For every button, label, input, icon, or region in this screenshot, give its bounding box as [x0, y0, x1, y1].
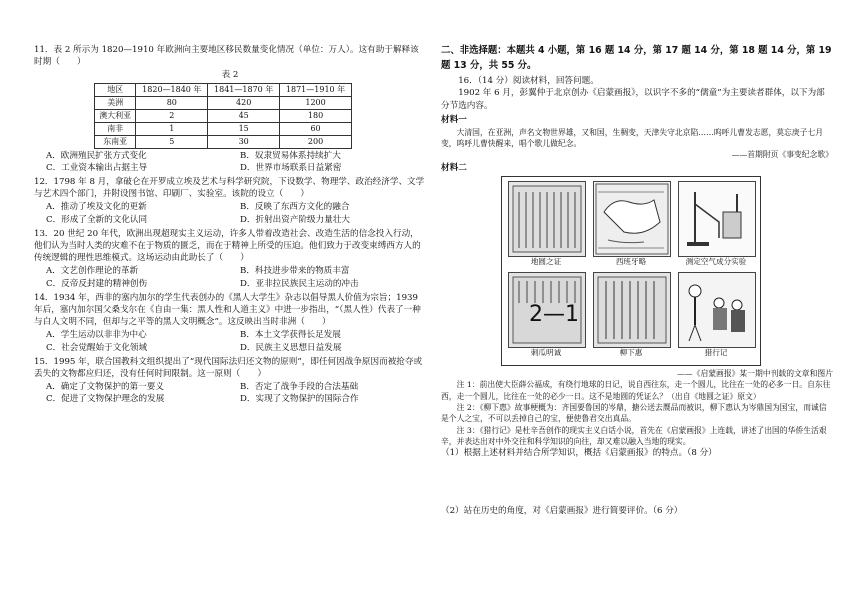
image-label: 柳下惠 [619, 348, 643, 358]
question-16-part-1: （1）根据上述材料并结合所学知识，概括《启蒙画报》的特点。（8 分） [441, 448, 717, 459]
table-cell: 45 [208, 109, 280, 122]
table-header: 1820—1840 年 [136, 83, 208, 96]
option-d: D．亚非拉民族民主运动的冲击 [240, 278, 359, 289]
table-cell: 2 [136, 109, 208, 122]
table-header: 1841—1870 年 [208, 83, 280, 96]
table-header: 地区 [95, 83, 136, 96]
table-cell: 60 [280, 122, 352, 135]
left-column [34, 44, 426, 408]
question-12-options [46, 201, 426, 225]
option-d: D．折射出资产阶级力量壮大 [240, 214, 351, 225]
question-13-stem: 13．20 世纪 20 年代，欧洲出现超现实主义运动，许多人带着改造社会、改造生活的信念投入行动，他们认为当时人类的灾难不在于物质的匮乏，而在于精神上所受的压迫。他们致力于改变束缚西方人的传统逻辑的理性思维模式。这场运动由此助长了（ ） [34, 228, 421, 264]
table-row [95, 135, 352, 148]
text-page-icon [509, 182, 585, 256]
table-cell: 1 [136, 122, 208, 135]
question-15-stem: 15．1995 年，联合国教科文组织提出了“现代国际法归还文物的原则”，即任何因战争原因而被抢夺或丢失的文物都应归还，没有任何时间限制。这一原则（ ） [34, 356, 423, 380]
question-11-stem: 11．表 2 所示为 1820—1910 年欧洲向主要地区移民数量变化情况（单位：万人）。这有助于解释该时期（ ） [34, 45, 419, 68]
image-label: 西班牙略 [615, 257, 647, 267]
lab-apparatus-icon [679, 182, 755, 256]
option-a: A．欧洲殖民扩张方式变化 [46, 150, 147, 161]
option-b: B．否定了战争手段的合法基础 [240, 382, 359, 393]
intro-text: 1902 年 6 月，彭翼仲于北京创办《启蒙画报》，以识字不多的“儒童”为主要读者群体，以下为部分节选内容。 [441, 88, 825, 111]
melon-story-image [508, 272, 586, 348]
air-experiment-image [678, 181, 756, 257]
hunting-story-image [678, 272, 756, 348]
text-page-icon [594, 273, 670, 347]
table-header: 1871—1910 年 [280, 83, 352, 96]
option-a: A．文艺创作理论的革新 [46, 266, 139, 277]
option-c: C．反帝反封建的精神创伤 [46, 278, 148, 289]
question-14-options [46, 329, 426, 353]
option-b: B．科技进步带来的物质丰富 [240, 266, 350, 277]
option-d: D．民族主义思想日益发展 [240, 342, 342, 353]
spain-map-image [593, 181, 671, 257]
table-cell: 30 [208, 135, 280, 148]
table-row [95, 109, 352, 122]
question-14-stem: 14．1934 年，西非的塞内加尔的学生代表创办的《黑人大学生》杂志以倡导黑人价值为宗旨；1939 年后，塞内加尔国父桑戈尔在《自由一集：黑人性和人道主义》中进一步指出，“（黑人性）代表了一种与白人文明不同，但却与之平等的黑人文明概念”。这反映出当时非洲（ ） [34, 292, 421, 328]
table-cell: 1200 [280, 96, 352, 109]
migration-table [94, 83, 352, 149]
table-cell: 420 [208, 96, 280, 109]
option-b: B．奴隶贸易体系持续扩大 [240, 150, 341, 161]
table-cell: 南非 [95, 122, 136, 135]
option-b: B．反映了东西方文化的融合 [240, 202, 350, 213]
image-caption: ——《启蒙画报》某一期中刊载的文章和图片 [677, 369, 833, 379]
liuxiahui-image [593, 272, 671, 348]
table-cell: 5 [136, 135, 208, 148]
table-caption: 表 2 [221, 70, 239, 81]
option-c: C．社会觉醒始于文化领域 [46, 342, 148, 353]
image-label: 猎行记 [704, 348, 728, 358]
svg-text:2—1: 2—1 [529, 302, 579, 328]
option-d: D．实现了文物保护的国际合作 [240, 394, 359, 405]
material-1-title: 材料一 [441, 114, 467, 125]
table-cell: 东南亚 [95, 135, 136, 148]
picture-gallery [501, 176, 761, 366]
option-c: C．工业资本输出占据主导 [46, 162, 148, 173]
image-label: 地圆之证 [530, 257, 562, 267]
option-c: C．形成了全新的文化认同 [46, 214, 148, 225]
option-c: C．促进了文物保护理念的发展 [46, 394, 165, 405]
table-cell: 80 [136, 96, 208, 109]
section-heading: 二、非选择题：本题共 4 小题，第 16 题 14 分，第 17 题 14 分，第 18 题 14 分，第 19 题 13 分，共 55 分。 [441, 45, 832, 71]
question-15-options [46, 381, 426, 405]
note-1: 注 1：前出使大臣薛公福成，有绕行地球的日记，说自西往东，走一个圆儿，比往在一处的必多一日。自东往西，走一个圆儿，比往在一处的必少一日。这不是地圆的凭证么？（出自《地圆之证》原文） [441, 380, 831, 401]
option-a: A．学生运动以非非为中心 [46, 330, 147, 341]
question-16-part-2: （2）站在历史的角度，对《启蒙画报》进行简要评价。（6 分） [441, 506, 683, 517]
figures-illustration-icon [679, 273, 755, 347]
option-a: A．推动了埃及文化的更新 [46, 202, 147, 213]
table-header-row [95, 83, 352, 96]
material-1-text: 大清国，在亚洲，声名文物世界雄，又和国，生稠变，天津失守北京陷……呜呼儿曹发志愿，莫忘庚子七月变，呜呼儿曹快醒来，唱个歌儿做纪念。 [441, 127, 824, 149]
image-label: 测定空气成分实验 [685, 257, 747, 267]
option-a: A．确定了文物保护的第一要义 [46, 382, 164, 393]
option-b: B．本土文学获得长足发展 [240, 330, 341, 341]
answer-space [441, 459, 833, 505]
table-cell: 澳大利亚 [95, 109, 136, 122]
table-row [95, 122, 352, 135]
table-cell: 美洲 [95, 96, 136, 109]
table-cell: 200 [280, 135, 352, 148]
table-row [95, 96, 352, 109]
note-3: 注 3：《猎行记》是杜辛吾创作的现实主义白话小说，首先在《启蒙画报》上连载，讲述了出国的华侨生活艰辛，并表达出对中外交往和科学知识的向往，却又难以融入当地的现实。 [441, 425, 827, 446]
question-11-options [46, 150, 426, 174]
question-12-stem: 12．1798 年 8 月，拿破仑在开罗成立埃及艺术与科学研究院，下设数学、物理学、政治经济学、文学与艺术四个部门，并附设图书馆、印刷厂、实验室。该院的设立（ ） [34, 177, 425, 200]
table-cell: 15 [208, 122, 280, 135]
table-cell: 180 [280, 109, 352, 122]
material-2-title: 材料二 [441, 163, 467, 174]
material-1-source: ——首期附页《事变纪念歌》 [731, 150, 833, 160]
right-column [441, 44, 833, 518]
map-icon [594, 182, 670, 256]
note-2: 注 2：《柳下惠》故事梗概为：齐国要鲁国的岑鼎，搪公送去赝品而被识，柳下惠认为岑鼎国为国宝，而诚信是个人之宝，不可以丢掉自己的宝，便使鲁君交出真品。 [441, 403, 827, 424]
question-13-options [46, 265, 426, 289]
question-16-stem: 16．（14 分）阅读材料，回答问题。 [458, 76, 599, 87]
image-label: 刺瓜明诚 [530, 348, 562, 358]
text-page-icon [509, 273, 585, 347]
earth-proof-image [508, 181, 586, 257]
option-d: D．世界市场联系日益紧密 [240, 162, 342, 173]
